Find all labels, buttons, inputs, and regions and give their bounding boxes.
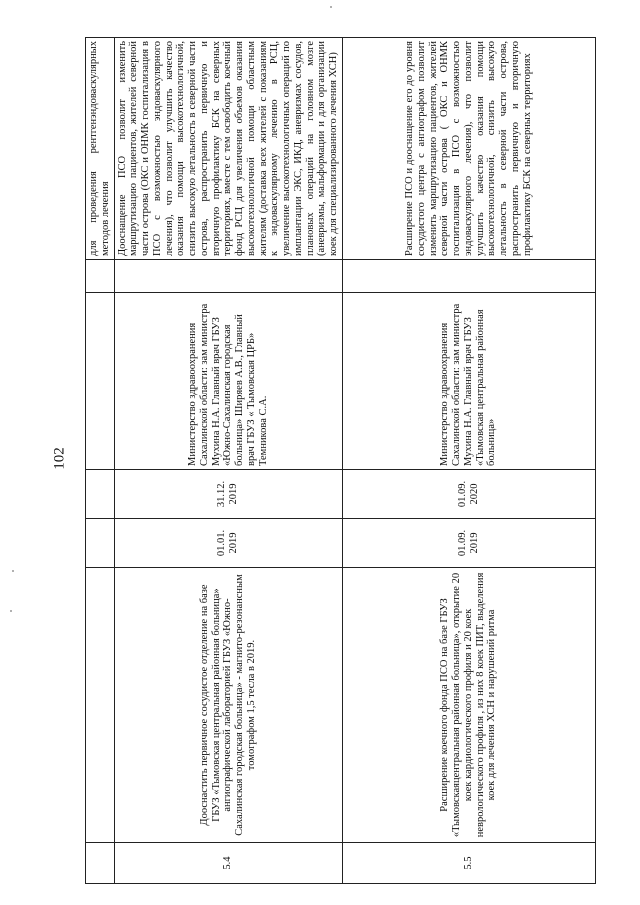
cell-result: Дооснащение ПСО позволит изменить маршрутизацию пациентов, жителей северной части острова (ОКС и ОНМК госпитализация в ПСО с возможностью эндоваскулярного лечения), что позволит улучшить качество оказания помощи высокотехнологичной, снизить высокую летальность в северной части острова, распространить первичную и вторичную профилактику БСК на северных территориях, вместе с тем освободить коечный фонд РСЦ для увеличения объемов оказания высокотехнологичной помощи областным жителям (доставка всех жителей с показаниям к эндоваскулярному лечению в РСЦ, увеличение высокотехнологичных операций по имплантации ЭКС, ИКД, аневризмах сосудов, плановых операций на головном мозге (аневризмы, мальформации и для организации коек для специализированного лечения ХСН) [114,38,342,260]
cell-start-date: 01.09. 2019 [342,519,595,568]
cell-measure [86,568,115,843]
cell-measure: Дооснастить первичное сосудистое отделение на базе ГБУЗ «Тымовская центральная районная больница» ангиографической лабораторией ГБУЗ «Южно-Сахалинская городская больница» - магнито-резонансным томографом 1,5 тесла в 2019. [114,568,342,843]
cell-responsible [86,293,115,470]
scan-speck [330,6,332,8]
cell-start-date: 01.01. 2019 [114,519,342,568]
cell-empty [86,260,115,293]
cell-end-date [86,470,115,519]
cell-responsible: Министерство здравоохранения Сахалинской области: зам министра Мухина Н.А. Главный врач ГБУЗ «Тымовская центральная районная больница» [342,293,595,470]
scan-speck [10,610,12,612]
cell-start-date [86,519,115,568]
cell-end-date: 31.12. 2019 [114,470,342,519]
measures-table [85,37,596,884]
page-number: 102 [51,447,68,470]
table-row [86,38,115,884]
cell-end-date: 01.09. 2020 [342,470,595,519]
rotated-table-container [85,37,610,884]
scan-speck [12,570,14,572]
cell-result: Расширение ПСО и дооснащение его до уровня сосудистого центра с ангиографом позволит изменить маршрутизацию пациентов, жителей северной части острова ( ОКС и ОНМК госпитализация в ПСО с возможностью эндоваскулярного лечения), что позволит улучшить качество оказания помощи высокотехнологичной, снизить высокую летальность в северной части острова, распространить первичную и вторичную профилактику БСК на северных территориях [342,38,595,260]
cell-measure: Расширение коечного фонда ПСО на базе ГБУЗ «Тымовскаяцентральная районная больница», открытие 20 коек кардиологического профиля и 20 коек неврологического профиля , из них 8 коек ПИТ, выделения коек для лечения ХСН и нарушений ритма [342,568,595,843]
cell-empty [342,260,595,293]
cell-empty [114,260,342,293]
cell-number [86,843,115,884]
table-row [114,38,342,884]
cell-number: 5.5 [342,843,595,884]
cell-result: для проведения рентгенэндоваскулярных методов лечения [86,38,115,260]
document-page [85,37,610,884]
cell-responsible: Министерство здравоохранения Сахалинской области: зам министра Мухина Н.А. Главный врач ГБУЗ «Южно-Сахалинская городская больница» Ширяев А.В., Главный врач ГБУЗ « Тымовская ЦРБ» Темникова С.А. [114,293,342,470]
table-row [342,38,595,884]
cell-number: 5.4 [114,843,342,884]
